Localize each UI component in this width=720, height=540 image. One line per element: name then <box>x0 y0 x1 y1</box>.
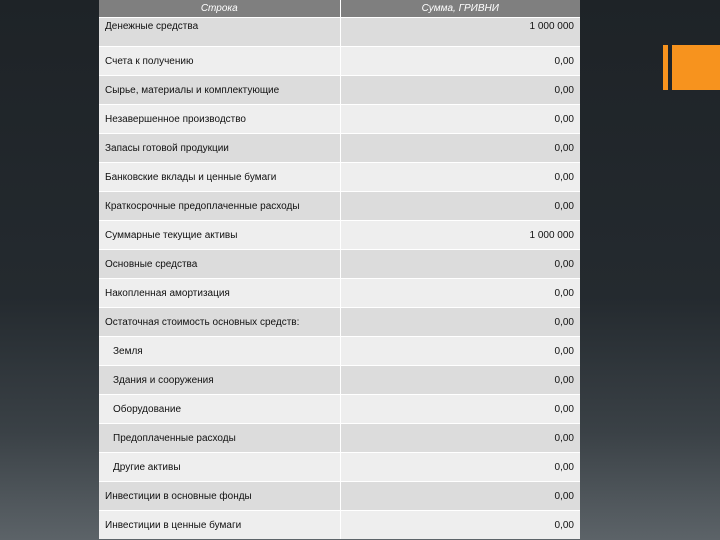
row-amount: 0,00 <box>340 424 580 453</box>
row-amount: 0,00 <box>340 453 580 482</box>
table-body <box>99 18 580 540</box>
row-label: Суммарные текущие активы <box>99 221 340 250</box>
row-amount: 0,00 <box>340 76 580 105</box>
row-label: Предоплаченные расходы <box>99 424 340 453</box>
table-row <box>99 308 580 337</box>
table-row <box>99 453 580 482</box>
row-label: Оборудование <box>99 395 340 424</box>
row-amount: 0,00 <box>340 192 580 221</box>
table-row <box>99 511 580 540</box>
table-row <box>99 424 580 453</box>
table-row <box>99 192 580 221</box>
row-label: Другие активы <box>99 453 340 482</box>
row-amount: 0,00 <box>340 482 580 511</box>
table-row <box>99 105 580 134</box>
table-row <box>99 163 580 192</box>
row-label: Остаточная стоимость основных средств: <box>99 308 340 337</box>
table-row <box>99 76 580 105</box>
table-row <box>99 47 580 76</box>
row-label: Денежные средства <box>99 18 340 47</box>
row-label: Краткосрочные предоплаченные расходы <box>99 192 340 221</box>
table-row <box>99 482 580 511</box>
table-row <box>99 395 580 424</box>
table-row <box>99 337 580 366</box>
column-header-amount: Сумма, ГРИВНИ <box>340 0 580 18</box>
row-amount: 0,00 <box>340 47 580 76</box>
row-label: Накопленная амортизация <box>99 279 340 308</box>
row-amount: 0,00 <box>340 395 580 424</box>
row-amount: 0,00 <box>340 511 580 540</box>
table-header-row <box>99 0 580 18</box>
slide-accent-bars <box>663 45 720 90</box>
row-label: Инвестиции в ценные бумаги <box>99 511 340 540</box>
table-row <box>99 134 580 163</box>
row-label: Земля <box>99 337 340 366</box>
row-amount: 1 000 000 <box>340 221 580 250</box>
row-label: Банковские вклады и ценные бумаги <box>99 163 340 192</box>
row-label: Инвестиции в основные фонды <box>99 482 340 511</box>
row-amount: 0,00 <box>340 337 580 366</box>
table-row <box>99 221 580 250</box>
row-label: Сырье, материалы и комплектующие <box>99 76 340 105</box>
table-row <box>99 18 580 47</box>
table-row <box>99 366 580 395</box>
row-amount: 0,00 <box>340 250 580 279</box>
accent-bar-thin <box>663 45 668 90</box>
row-label: Основные средства <box>99 250 340 279</box>
row-amount: 0,00 <box>340 105 580 134</box>
row-amount: 0,00 <box>340 366 580 395</box>
row-amount: 0,00 <box>340 308 580 337</box>
row-amount: 0,00 <box>340 279 580 308</box>
table-row <box>99 250 580 279</box>
row-amount: 0,00 <box>340 134 580 163</box>
balance-table <box>99 0 580 539</box>
row-amount: 0,00 <box>340 163 580 192</box>
row-label: Здания и сооружения <box>99 366 340 395</box>
row-label: Запасы готовой продукции <box>99 134 340 163</box>
row-amount: 1 000 000 <box>340 18 580 47</box>
column-header-line: Строка <box>99 0 340 18</box>
row-label: Незавершенное производство <box>99 105 340 134</box>
accent-bar-wide <box>672 45 720 90</box>
row-label: Счета к получению <box>99 47 340 76</box>
table-row <box>99 279 580 308</box>
